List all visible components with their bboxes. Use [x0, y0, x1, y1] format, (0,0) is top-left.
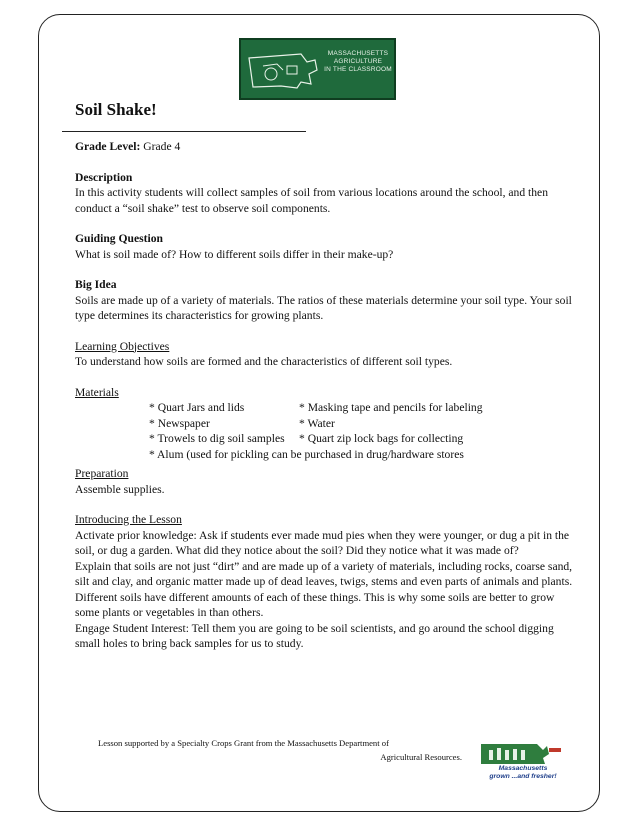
- materials-row: [75, 400, 575, 416]
- preparation-text: Assemble supplies.: [75, 482, 165, 496]
- preparation-heading: Preparation: [75, 467, 129, 480]
- learning-objectives-heading: Learning Objectives: [75, 339, 170, 353]
- description-text: In this activity students will collect samples of soil from various locations around the school, and then conduct a “soil shake” test to observe soil components.: [75, 186, 549, 215]
- guiding-question-section: [75, 231, 575, 262]
- materials-heading: Materials: [75, 385, 119, 399]
- lesson-content: [75, 139, 575, 652]
- learning-objectives-text: To understand how soils are formed and the characteristics of different soil types.: [75, 355, 453, 368]
- footer-credit: [98, 736, 462, 764]
- agriculture-in-the-classroom-logo: [239, 38, 396, 100]
- material-item: * Newspaper: [149, 416, 210, 430]
- footer-line: Lesson supported by a Specialty Crops Grant from the Massachusetts Department of: [98, 738, 389, 748]
- introducing-paragraph: Explain that soils are not just “dirt” and are made up of a variety of materials, including rocks, coarse sand, silt and clay, and organic matter made up of dead leaves, twigs, stems and even parts of animals and plants. Different soils have different amounts of each of these things. This is why some soils are better to grow some plants or vegetables in than others.: [75, 559, 573, 619]
- material-item: * Alum (used for pickling can be purchased in drug/hardware stores: [149, 447, 464, 461]
- badge-text: Massachusetts grown ...and fresher!: [489, 765, 557, 780]
- material-item: * Water: [299, 416, 335, 430]
- material-item: * Quart zip lock bags for collecting: [299, 432, 464, 445]
- description-section: [75, 170, 575, 217]
- materials-section: [75, 385, 575, 463]
- page-title: Soil Shake!: [75, 100, 157, 119]
- grade-level-value: Grade 4: [143, 140, 181, 153]
- material-item: * Masking tape and pencils for labeling: [299, 401, 483, 414]
- material-item: * Quart Jars and lids: [149, 401, 245, 414]
- introducing-paragraph: Activate prior knowledge: Ask if students ever made mud pies when they were younger, or dug a pit in the soil, or dug a garden. What did they notice about the soil? Did they notice what it was made of?: [75, 528, 570, 557]
- grade-level: [75, 139, 575, 155]
- footer-line: Agricultural Resources.: [380, 752, 462, 762]
- guiding-question-heading: Guiding Question: [75, 232, 163, 245]
- big-idea-text: Soils are made up of a variety of materials. The ratios of these materials determine your soil type. Your soil type determines its characteristics for growing plants.: [75, 293, 572, 322]
- grade-level-label: Grade Level:: [75, 140, 141, 153]
- materials-row: [75, 416, 575, 432]
- introducing-heading: Introducing the Lesson: [75, 513, 182, 526]
- materials-row: [75, 447, 575, 463]
- preparation-section: [75, 466, 575, 497]
- material-item: * Trowels to dig soil samples: [149, 432, 285, 445]
- materials-row: [75, 431, 575, 447]
- big-idea-section: [75, 277, 575, 324]
- guiding-question-text: What is soil made of? How to different soils differ in their make-up?: [75, 247, 394, 261]
- big-idea-heading: Big Idea: [75, 278, 117, 291]
- title-divider: [62, 131, 306, 132]
- learning-objectives-section: [75, 339, 575, 370]
- introducing-section: [75, 512, 575, 652]
- logo-text: MASSACHUSETTS AGRICULTURE IN THE CLASSROOM: [324, 50, 392, 73]
- introducing-paragraph: Engage Student Interest: Tell them you are going to be soil scientists, and go around the school digging small holes to bring back samples for us to study.: [75, 621, 554, 650]
- description-heading: Description: [75, 170, 133, 184]
